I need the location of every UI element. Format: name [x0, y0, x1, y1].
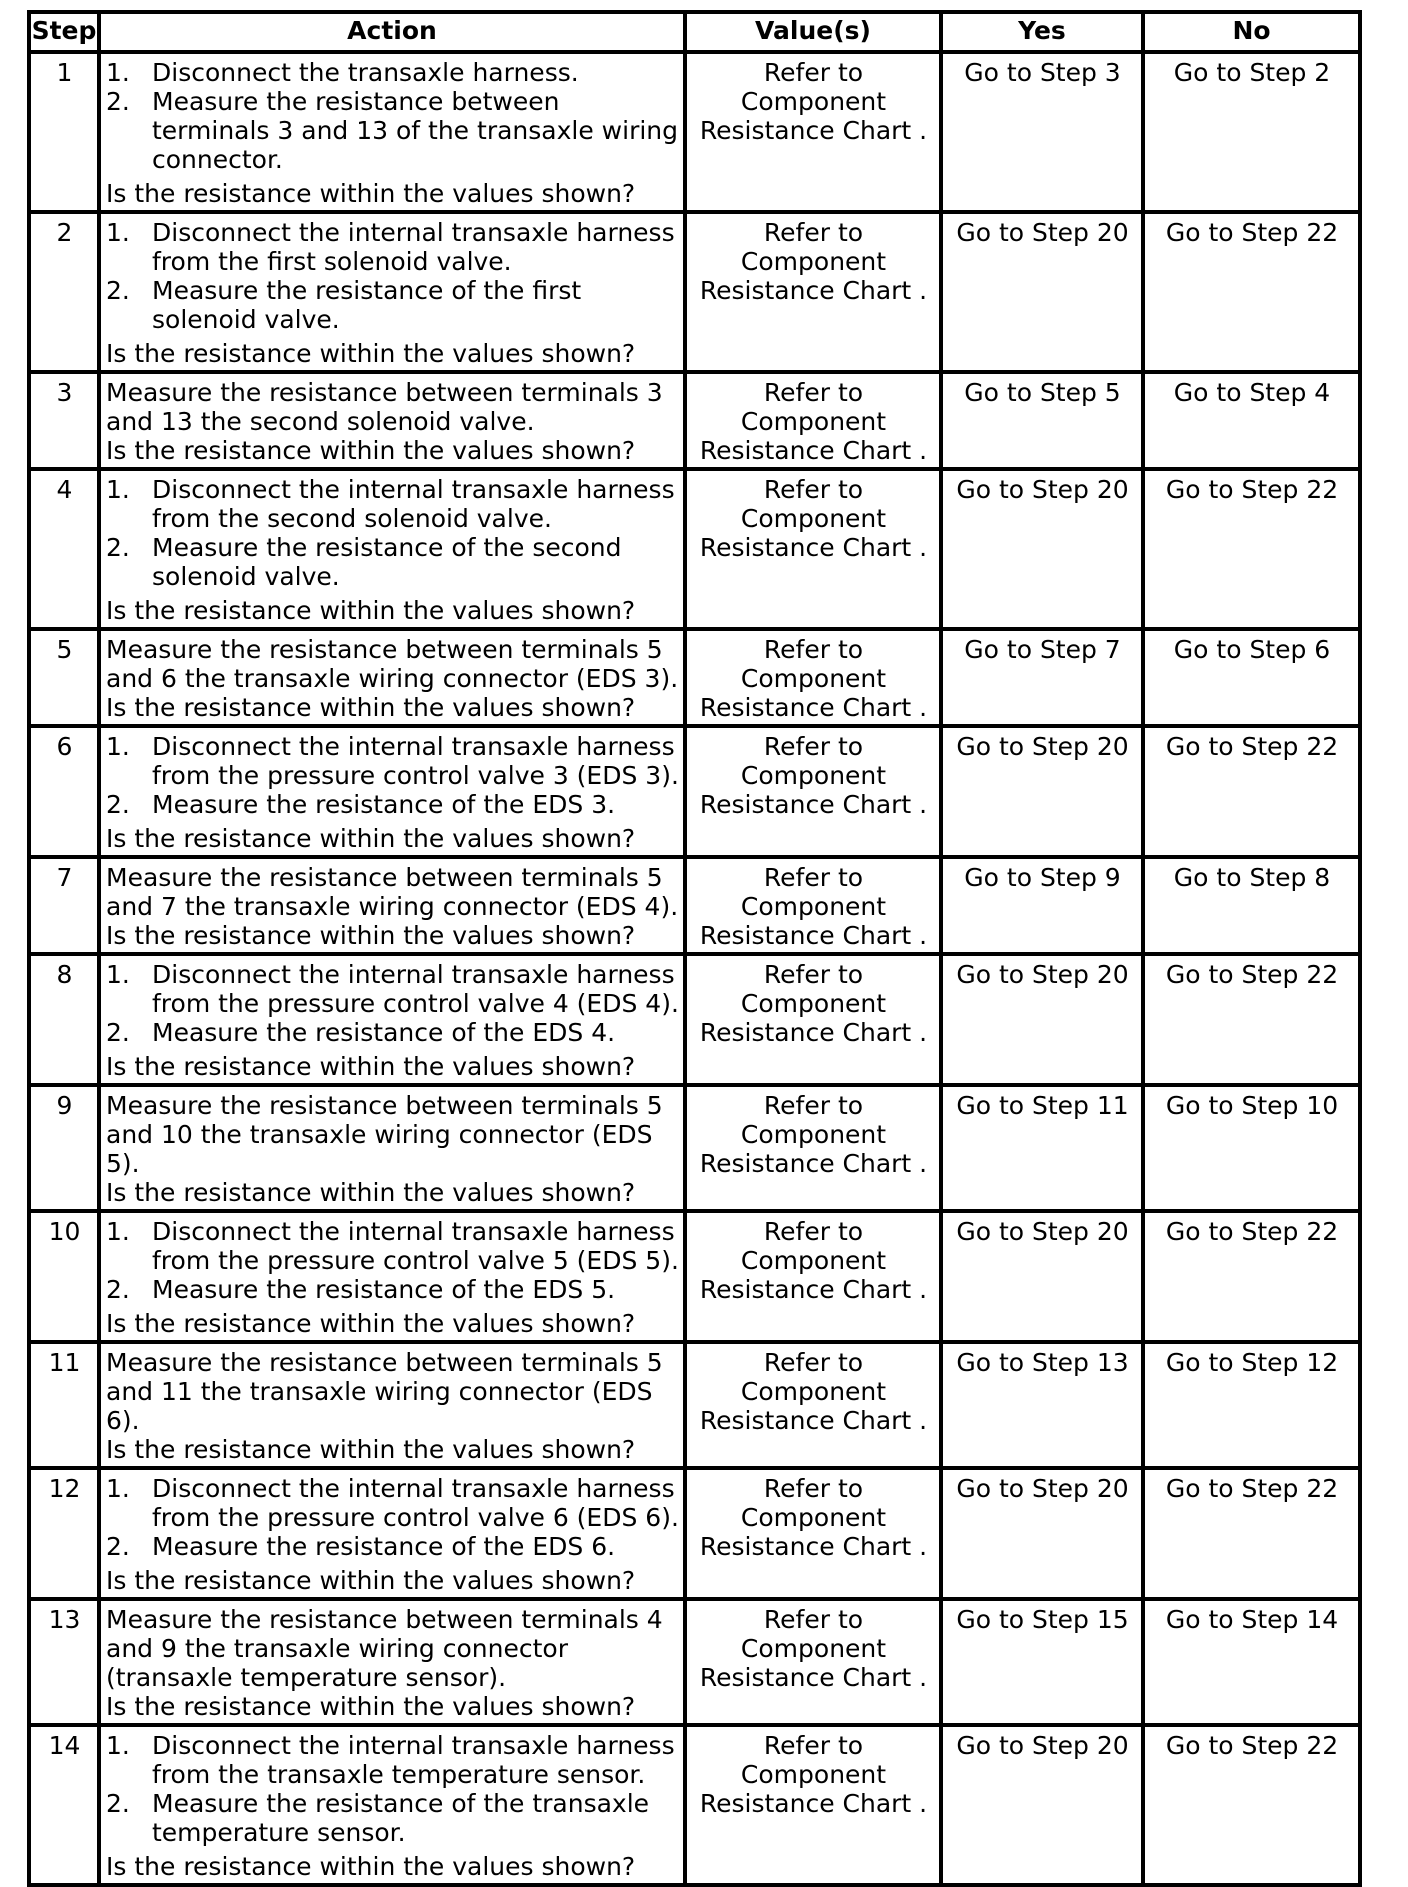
action-step-text: Disconnect the internal transaxle harness from the first solenoid valve. — [152, 218, 675, 276]
step-number: 12 — [29, 1468, 99, 1599]
action-step-text: Measure the resistance of the EDS 6. — [152, 1532, 616, 1561]
action-step — [106, 475, 679, 533]
values-cell — [685, 1725, 941, 1885]
action-question: Is the resistance within the values shown? — [106, 1309, 636, 1338]
table-row — [29, 1599, 1360, 1725]
action-step — [106, 87, 679, 174]
header-yes: Yes — [941, 12, 1143, 52]
action-step-text: Measure the resistance of the EDS 5. — [152, 1275, 616, 1304]
yes-cell: Go to Step 20 — [941, 1468, 1143, 1599]
yes-cell: Go to Step 20 — [941, 1211, 1143, 1342]
action-cell — [99, 629, 685, 726]
values-cell — [685, 857, 941, 954]
action-text: Measure the resistance between terminals 5 and 6 the transaxle wiring connector (EDS 3). — [106, 635, 679, 693]
action-step-text: Disconnect the transaxle harness. — [152, 58, 579, 87]
yes-cell: Go to Step 7 — [941, 629, 1143, 726]
action-step-text: Measure the resistance of the EDS 3. — [152, 790, 616, 819]
action-question: Is the resistance within the values shown? — [106, 1435, 636, 1464]
yes-cell: Go to Step 11 — [941, 1085, 1143, 1211]
values-line: Resistance Chart . — [699, 1663, 928, 1692]
values-line: Component — [740, 989, 887, 1018]
action-step-number: 2. — [106, 1275, 130, 1304]
action-cell — [99, 726, 685, 857]
action-text: Measure the resistance between terminals 5 and 10 the transaxle wiring connector (EDS 5). — [106, 1091, 663, 1178]
table-row — [29, 1211, 1360, 1342]
table-row — [29, 372, 1360, 469]
no-cell: Go to Step 22 — [1143, 726, 1360, 857]
header-row — [29, 12, 1360, 52]
step-number: 9 — [29, 1085, 99, 1211]
action-step-number: 2. — [106, 790, 130, 819]
values-line: Component — [740, 892, 887, 921]
step-number: 5 — [29, 629, 99, 726]
diagnostic-table — [27, 10, 1362, 1887]
values-line: Component — [740, 1246, 887, 1275]
step-number: 1 — [29, 52, 99, 212]
table-row — [29, 1725, 1360, 1885]
action-steps-list — [106, 1731, 679, 1847]
action-steps-list — [106, 1474, 679, 1561]
no-cell: Go to Step 14 — [1143, 1599, 1360, 1725]
action-cell — [99, 1085, 685, 1211]
action-steps-list — [106, 732, 679, 819]
action-step-number: 1. — [106, 1731, 130, 1760]
no-cell: Go to Step 6 — [1143, 629, 1360, 726]
action-text: Measure the resistance between terminals 5 and 7 the transaxle wiring connector (EDS 4). — [106, 863, 679, 921]
values-cell — [685, 1342, 941, 1468]
values-line: Resistance Chart . — [699, 436, 928, 465]
values-line: Resistance Chart . — [699, 1149, 928, 1178]
no-cell: Go to Step 12 — [1143, 1342, 1360, 1468]
table-row — [29, 212, 1360, 372]
table-row — [29, 1085, 1360, 1211]
action-question: Is the resistance within the values shown? — [106, 1566, 636, 1595]
action-step — [106, 58, 679, 87]
values-line: Component — [740, 761, 887, 790]
yes-cell: Go to Step 9 — [941, 857, 1143, 954]
values-line: Resistance Chart . — [699, 790, 928, 819]
action-cell — [99, 1725, 685, 1885]
action-step-text: Disconnect the internal transaxle harness from the second solenoid valve. — [152, 475, 675, 533]
action-step-number: 2. — [106, 1018, 130, 1047]
no-cell: Go to Step 4 — [1143, 372, 1360, 469]
action-steps-list — [106, 1217, 679, 1304]
action-step-number: 1. — [106, 1217, 130, 1246]
action-step — [106, 218, 679, 276]
values-line: Refer to — [763, 475, 864, 504]
action-step-number: 1. — [106, 960, 130, 989]
values-line: Refer to — [763, 1217, 864, 1246]
step-number: 4 — [29, 469, 99, 629]
action-question: Is the resistance within the values shown? — [106, 596, 636, 625]
values-line: Refer to — [763, 1348, 864, 1377]
values-line: Resistance Chart . — [699, 116, 928, 145]
table-row — [29, 954, 1360, 1085]
action-cell — [99, 212, 685, 372]
yes-cell: Go to Step 5 — [941, 372, 1143, 469]
yes-cell: Go to Step 20 — [941, 469, 1143, 629]
action-step-text: Measure the resistance between terminals 3 and 13 of the transaxle wiring connector. — [152, 87, 679, 174]
yes-cell: Go to Step 13 — [941, 1342, 1143, 1468]
values-line: Component — [740, 1377, 887, 1406]
action-cell — [99, 954, 685, 1085]
table-row — [29, 629, 1360, 726]
values-line: Refer to — [763, 863, 864, 892]
action-step-number: 1. — [106, 475, 130, 504]
action-step-number: 1. — [106, 1474, 130, 1503]
values-line: Component — [740, 1503, 887, 1532]
action-text: Measure the resistance between terminals 3 and 13 the second solenoid valve. — [106, 378, 663, 436]
action-step-number: 2. — [106, 87, 130, 116]
action-cell — [99, 1211, 685, 1342]
step-number: 3 — [29, 372, 99, 469]
values-line: Refer to — [763, 58, 864, 87]
action-question: Is the resistance within the values shown? — [106, 693, 636, 722]
yes-cell: Go to Step 20 — [941, 954, 1143, 1085]
header-action: Action — [99, 12, 685, 52]
values-line: Resistance Chart . — [699, 1275, 928, 1304]
action-question: Is the resistance within the values shown? — [106, 339, 636, 368]
values-cell — [685, 954, 941, 1085]
step-number: 6 — [29, 726, 99, 857]
action-cell — [99, 1342, 685, 1468]
no-cell: Go to Step 22 — [1143, 469, 1360, 629]
values-line: Refer to — [763, 960, 864, 989]
header-step: Step — [29, 12, 99, 52]
yes-cell: Go to Step 3 — [941, 52, 1143, 212]
action-step-number: 2. — [106, 1532, 130, 1561]
header-values: Value(s) — [685, 12, 941, 52]
action-step-text: Disconnect the internal transaxle harness from the transaxle temperature sensor. — [152, 1731, 675, 1789]
table-row — [29, 1468, 1360, 1599]
action-step — [106, 1018, 679, 1047]
action-step — [106, 1789, 679, 1847]
values-line: Resistance Chart . — [699, 693, 928, 722]
action-step-text: Disconnect the internal transaxle harness from the pressure control valve 6 (EDS 6). — [152, 1474, 679, 1532]
action-step-text: Disconnect the internal transaxle harness from the pressure control valve 5 (EDS 5). — [152, 1217, 679, 1275]
action-step — [106, 1217, 679, 1275]
action-question: Is the resistance within the values shown? — [106, 1692, 636, 1721]
values-cell — [685, 1599, 941, 1725]
action-question: Is the resistance within the values shown? — [106, 1052, 636, 1081]
values-line: Refer to — [763, 1091, 864, 1120]
values-line: Resistance Chart . — [699, 1018, 928, 1047]
action-step-number: 1. — [106, 58, 130, 87]
action-step — [106, 1731, 679, 1789]
action-steps-list — [106, 475, 679, 591]
action-question: Is the resistance within the values shown? — [106, 921, 636, 950]
no-cell: Go to Step 22 — [1143, 212, 1360, 372]
table-row — [29, 52, 1360, 212]
table-body — [29, 52, 1360, 1885]
table-row — [29, 857, 1360, 954]
action-cell — [99, 469, 685, 629]
action-step-number: 2. — [106, 533, 130, 562]
values-line: Component — [740, 1634, 887, 1663]
action-step-text: Measure the resistance of the EDS 4. — [152, 1018, 616, 1047]
step-number: 7 — [29, 857, 99, 954]
action-step — [106, 732, 679, 790]
values-line: Resistance Chart . — [699, 533, 928, 562]
values-cell — [685, 372, 941, 469]
values-cell — [685, 469, 941, 629]
action-steps-list — [106, 960, 679, 1047]
yes-cell: Go to Step 15 — [941, 1599, 1143, 1725]
no-cell: Go to Step 22 — [1143, 1211, 1360, 1342]
action-question: Is the resistance within the values shown? — [106, 179, 636, 208]
action-steps-list — [106, 58, 679, 174]
action-step — [106, 276, 679, 334]
no-cell: Go to Step 22 — [1143, 1468, 1360, 1599]
yes-cell: Go to Step 20 — [941, 726, 1143, 857]
action-text: Measure the resistance between terminals 4 and 9 the transaxle wiring connector (transaxle temperature sensor). — [106, 1605, 663, 1692]
step-number: 8 — [29, 954, 99, 1085]
values-cell — [685, 629, 941, 726]
action-step-text: Disconnect the internal transaxle harness from the pressure control valve 3 (EDS 3). — [152, 732, 679, 790]
values-cell — [685, 52, 941, 212]
values-line: Refer to — [763, 635, 864, 664]
step-number: 2 — [29, 212, 99, 372]
action-cell — [99, 857, 685, 954]
values-line: Resistance Chart . — [699, 1789, 928, 1818]
values-cell — [685, 1085, 941, 1211]
action-question: Is the resistance within the values shown? — [106, 436, 636, 465]
action-cell — [99, 1468, 685, 1599]
values-line: Component — [740, 664, 887, 693]
action-step-text: Measure the resistance of the transaxle temperature sensor. — [152, 1789, 650, 1847]
action-cell — [99, 1599, 685, 1725]
values-line: Component — [740, 504, 887, 533]
action-step-number: 1. — [106, 732, 130, 761]
values-line: Component — [740, 87, 887, 116]
action-step-text: Disconnect the internal transaxle harness from the pressure control valve 4 (EDS 4). — [152, 960, 679, 1018]
values-line: Component — [740, 1120, 887, 1149]
action-step — [106, 1532, 679, 1561]
no-cell: Go to Step 8 — [1143, 857, 1360, 954]
yes-cell: Go to Step 20 — [941, 212, 1143, 372]
no-cell: Go to Step 10 — [1143, 1085, 1360, 1211]
action-step-number: 2. — [106, 276, 130, 305]
header-no: No — [1143, 12, 1360, 52]
values-line: Refer to — [763, 218, 864, 247]
step-number: 11 — [29, 1342, 99, 1468]
action-question: Is the resistance within the values shown? — [106, 1178, 636, 1207]
step-number: 14 — [29, 1725, 99, 1885]
action-cell — [99, 372, 685, 469]
values-line: Resistance Chart . — [699, 1532, 928, 1561]
no-cell: Go to Step 2 — [1143, 52, 1360, 212]
action-step-number: 1. — [106, 218, 130, 247]
action-question: Is the resistance within the values shown? — [106, 824, 636, 853]
yes-cell: Go to Step 20 — [941, 1725, 1143, 1885]
step-number: 10 — [29, 1211, 99, 1342]
values-cell — [685, 1468, 941, 1599]
action-step — [106, 1474, 679, 1532]
table-row — [29, 726, 1360, 857]
action-step — [106, 533, 679, 591]
action-cell — [99, 52, 685, 212]
values-line: Refer to — [763, 1605, 864, 1634]
values-cell — [685, 1211, 941, 1342]
values-line: Refer to — [763, 732, 864, 761]
action-text: Measure the resistance between terminals 5 and 11 the transaxle wiring connector (EDS 6). — [106, 1348, 663, 1435]
values-line: Resistance Chart . — [699, 921, 928, 950]
action-question: Is the resistance within the values shown? — [106, 1852, 636, 1881]
action-steps-list — [106, 218, 679, 334]
values-line: Refer to — [763, 378, 864, 407]
action-step — [106, 1275, 679, 1304]
action-step — [106, 960, 679, 1018]
values-line: Refer to — [763, 1731, 864, 1760]
step-number: 13 — [29, 1599, 99, 1725]
values-line: Component — [740, 1760, 887, 1789]
values-line: Refer to — [763, 1474, 864, 1503]
values-line: Resistance Chart . — [699, 1406, 928, 1435]
values-line: Resistance Chart . — [699, 276, 928, 305]
values-cell — [685, 726, 941, 857]
values-line: Component — [740, 247, 887, 276]
no-cell: Go to Step 22 — [1143, 954, 1360, 1085]
action-step-number: 2. — [106, 1789, 130, 1818]
no-cell: Go to Step 22 — [1143, 1725, 1360, 1885]
table-row — [29, 1342, 1360, 1468]
action-step-text: Measure the resistance of the second solenoid valve. — [152, 533, 622, 591]
values-cell — [685, 212, 941, 372]
table-row — [29, 469, 1360, 629]
action-step — [106, 790, 679, 819]
action-step-text: Measure the resistance of the first solenoid valve. — [152, 276, 582, 334]
values-line: Component — [740, 407, 887, 436]
